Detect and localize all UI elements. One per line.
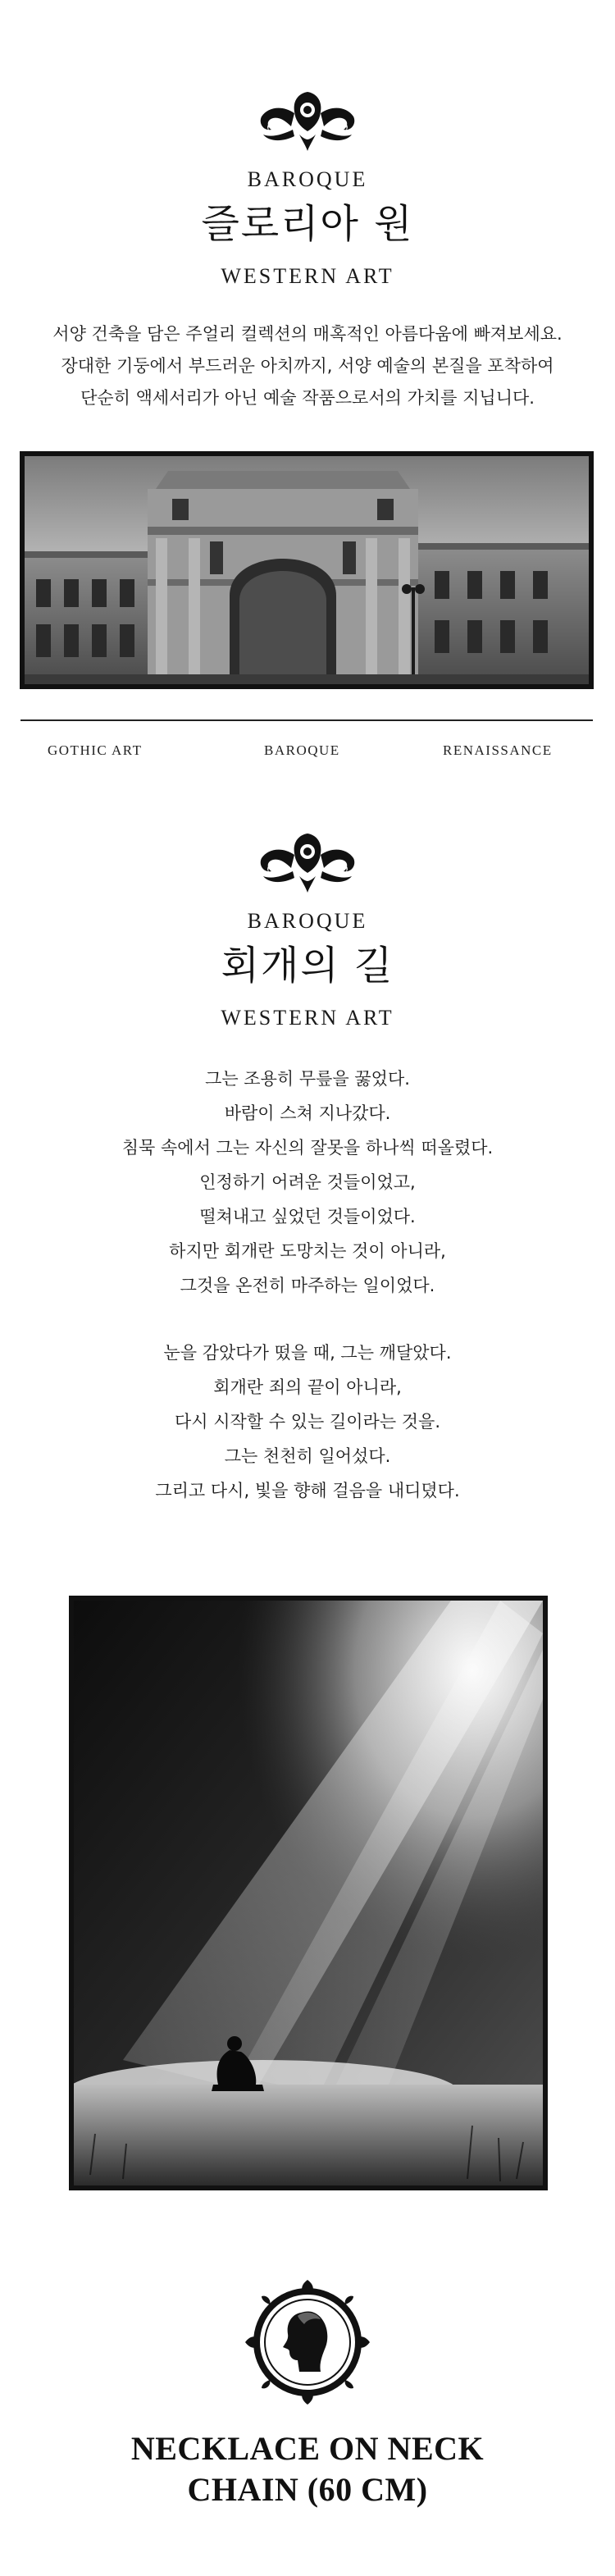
nav-item-renaissance[interactable]: RENAISSANCE (443, 742, 553, 758)
poem-line: 침묵 속에서 그는 자신의 잘못을 하나씩 떠올렸다. (121, 1138, 494, 1158)
product-title: NECKLACE ON NECK CHAIN (60 CM) (130, 2430, 485, 2508)
baroque-arch-building-photo (20, 451, 594, 689)
poem-line: 눈을 감았다가 떴을 때, 그는 깨달았다. (163, 1343, 452, 1363)
poem-line: 하지만 회개란 도망치는 것이 아니라, (169, 1241, 446, 1261)
poem-line: 다시 시작할 수 있는 길이라는 것을. (174, 1412, 441, 1432)
nav-item-baroque[interactable]: BAROQUE (264, 742, 340, 758)
label-western-art: WESTERN ART (221, 1006, 394, 1030)
poem-line: 그것을 온전히 마주하는 일이었다. (180, 1276, 435, 1295)
nav-item-gothic-art[interactable]: GOTHIC ART (48, 742, 143, 758)
poem-line: 바람이 스쳐 지나갔다. (224, 1103, 391, 1123)
label-western-art: WESTERN ART (221, 264, 394, 288)
page-title: 즐로리아 원 (201, 201, 414, 247)
section-title: 회개의 길 (221, 943, 394, 989)
poem-line: 그는 천천히 일어섰다. (224, 1446, 391, 1466)
medallion-profile-icon (242, 2277, 373, 2412)
poem-line: 회개란 죄의 끝이 아니라, (213, 1377, 402, 1397)
intro-description: 서양 건축을 담은 주얼리 컬렉션의 매혹적인 아름다움에 빠져보세요. 장대한 기둥에서 부드러운 아치까지, 서양 예술의 본질을 포착하여 단순히 액세서리가 아닌 예술 작품으로서의 가치를 지닙니다. (52, 324, 563, 408)
label-baroque: BAROQUE (247, 167, 368, 191)
poem (0, 1062, 615, 1508)
baroque-crest-icon (250, 830, 365, 896)
poem-line: 인정하기 어려운 것들이었고, (199, 1172, 416, 1192)
poem-line: 그리고 다시, 빛을 향해 걸음을 내디뎠다. (155, 1481, 460, 1500)
label-baroque: BAROQUE (247, 909, 368, 933)
poem-line: 그는 조용히 무릎을 꿇었다. (205, 1069, 410, 1089)
baroque-crest-icon (250, 89, 365, 154)
section-divider (20, 719, 593, 721)
poem-line: 떨쳐내고 싶었던 것들이었다. (199, 1207, 416, 1226)
kneeling-figure-light-rays-photo (69, 1596, 548, 2190)
